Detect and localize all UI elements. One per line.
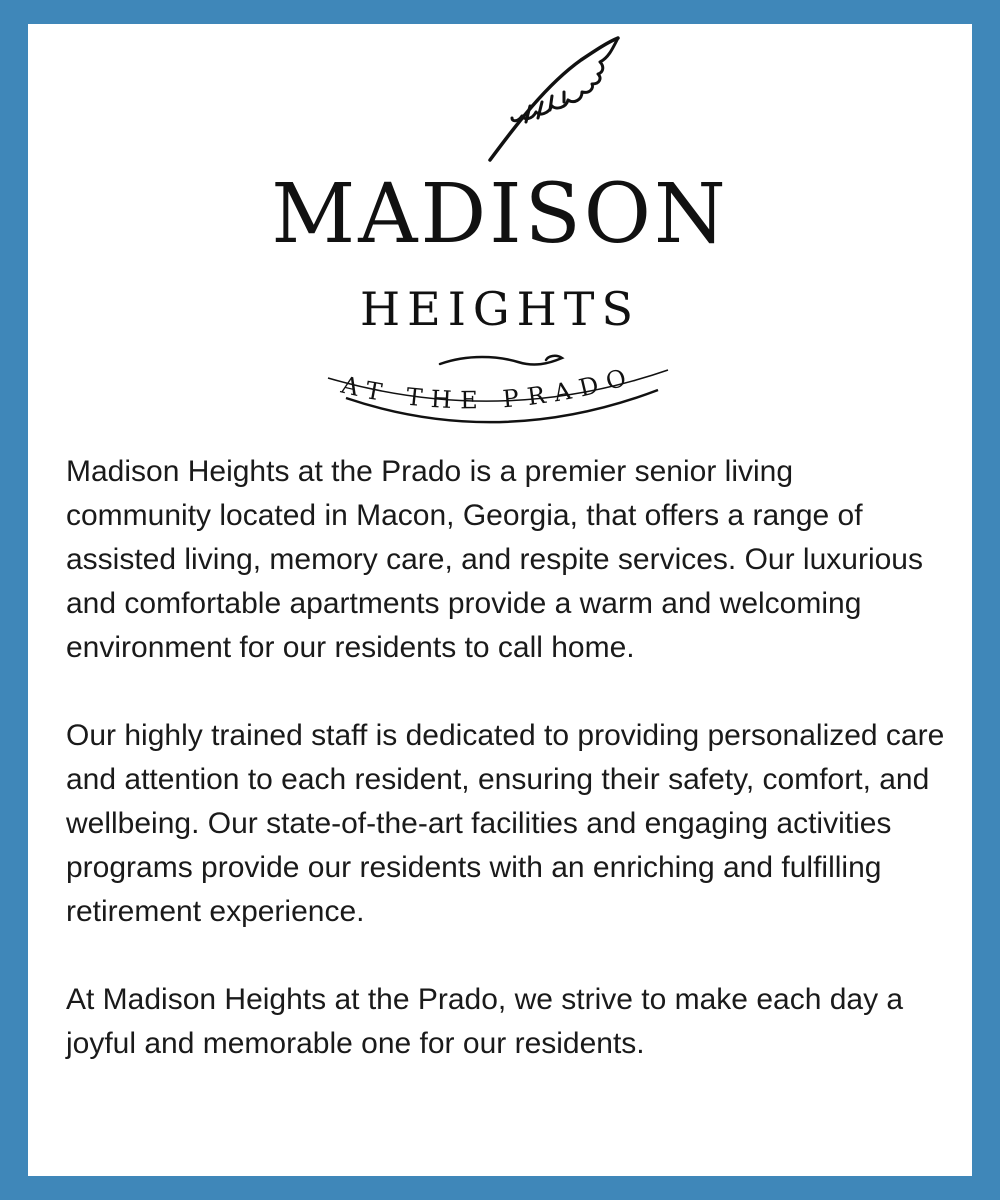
brand-name-main: MADISON (271, 167, 729, 262)
feather-quill-icon (486, 30, 622, 162)
paragraph-staff: Our highly trained staff is dedicated to providing personalized care and attention to each resident, ensuring their safety, comfort, and wellbeing. Our state-of-the-art facilities and engaging activities programs provide our residents with an enriching and fulfilling retirement experience. (66, 719, 945, 928)
brand-logo (28, 24, 972, 444)
paragraph-closing: At Madison Heights at the Prado, we strive to make each day a joyful and memorable one for our residents. (66, 983, 904, 1060)
description (66, 450, 946, 1066)
brand-name-sub: HEIGHTS (360, 282, 640, 336)
content-card (28, 24, 972, 1176)
paragraph-intro: Madison Heights at the Prado is a premier senior living community located in Macon, Georgia, that offers a range of assisted living, memory care, and respite services. Our luxurious and comfortable apartments provide a warm and welcoming environment for our residents to call home. (66, 455, 923, 664)
brand-tagline (28, 334, 972, 444)
tagline-text (338, 361, 638, 414)
tagline-text-path: AT THE PRADO (338, 361, 638, 415)
